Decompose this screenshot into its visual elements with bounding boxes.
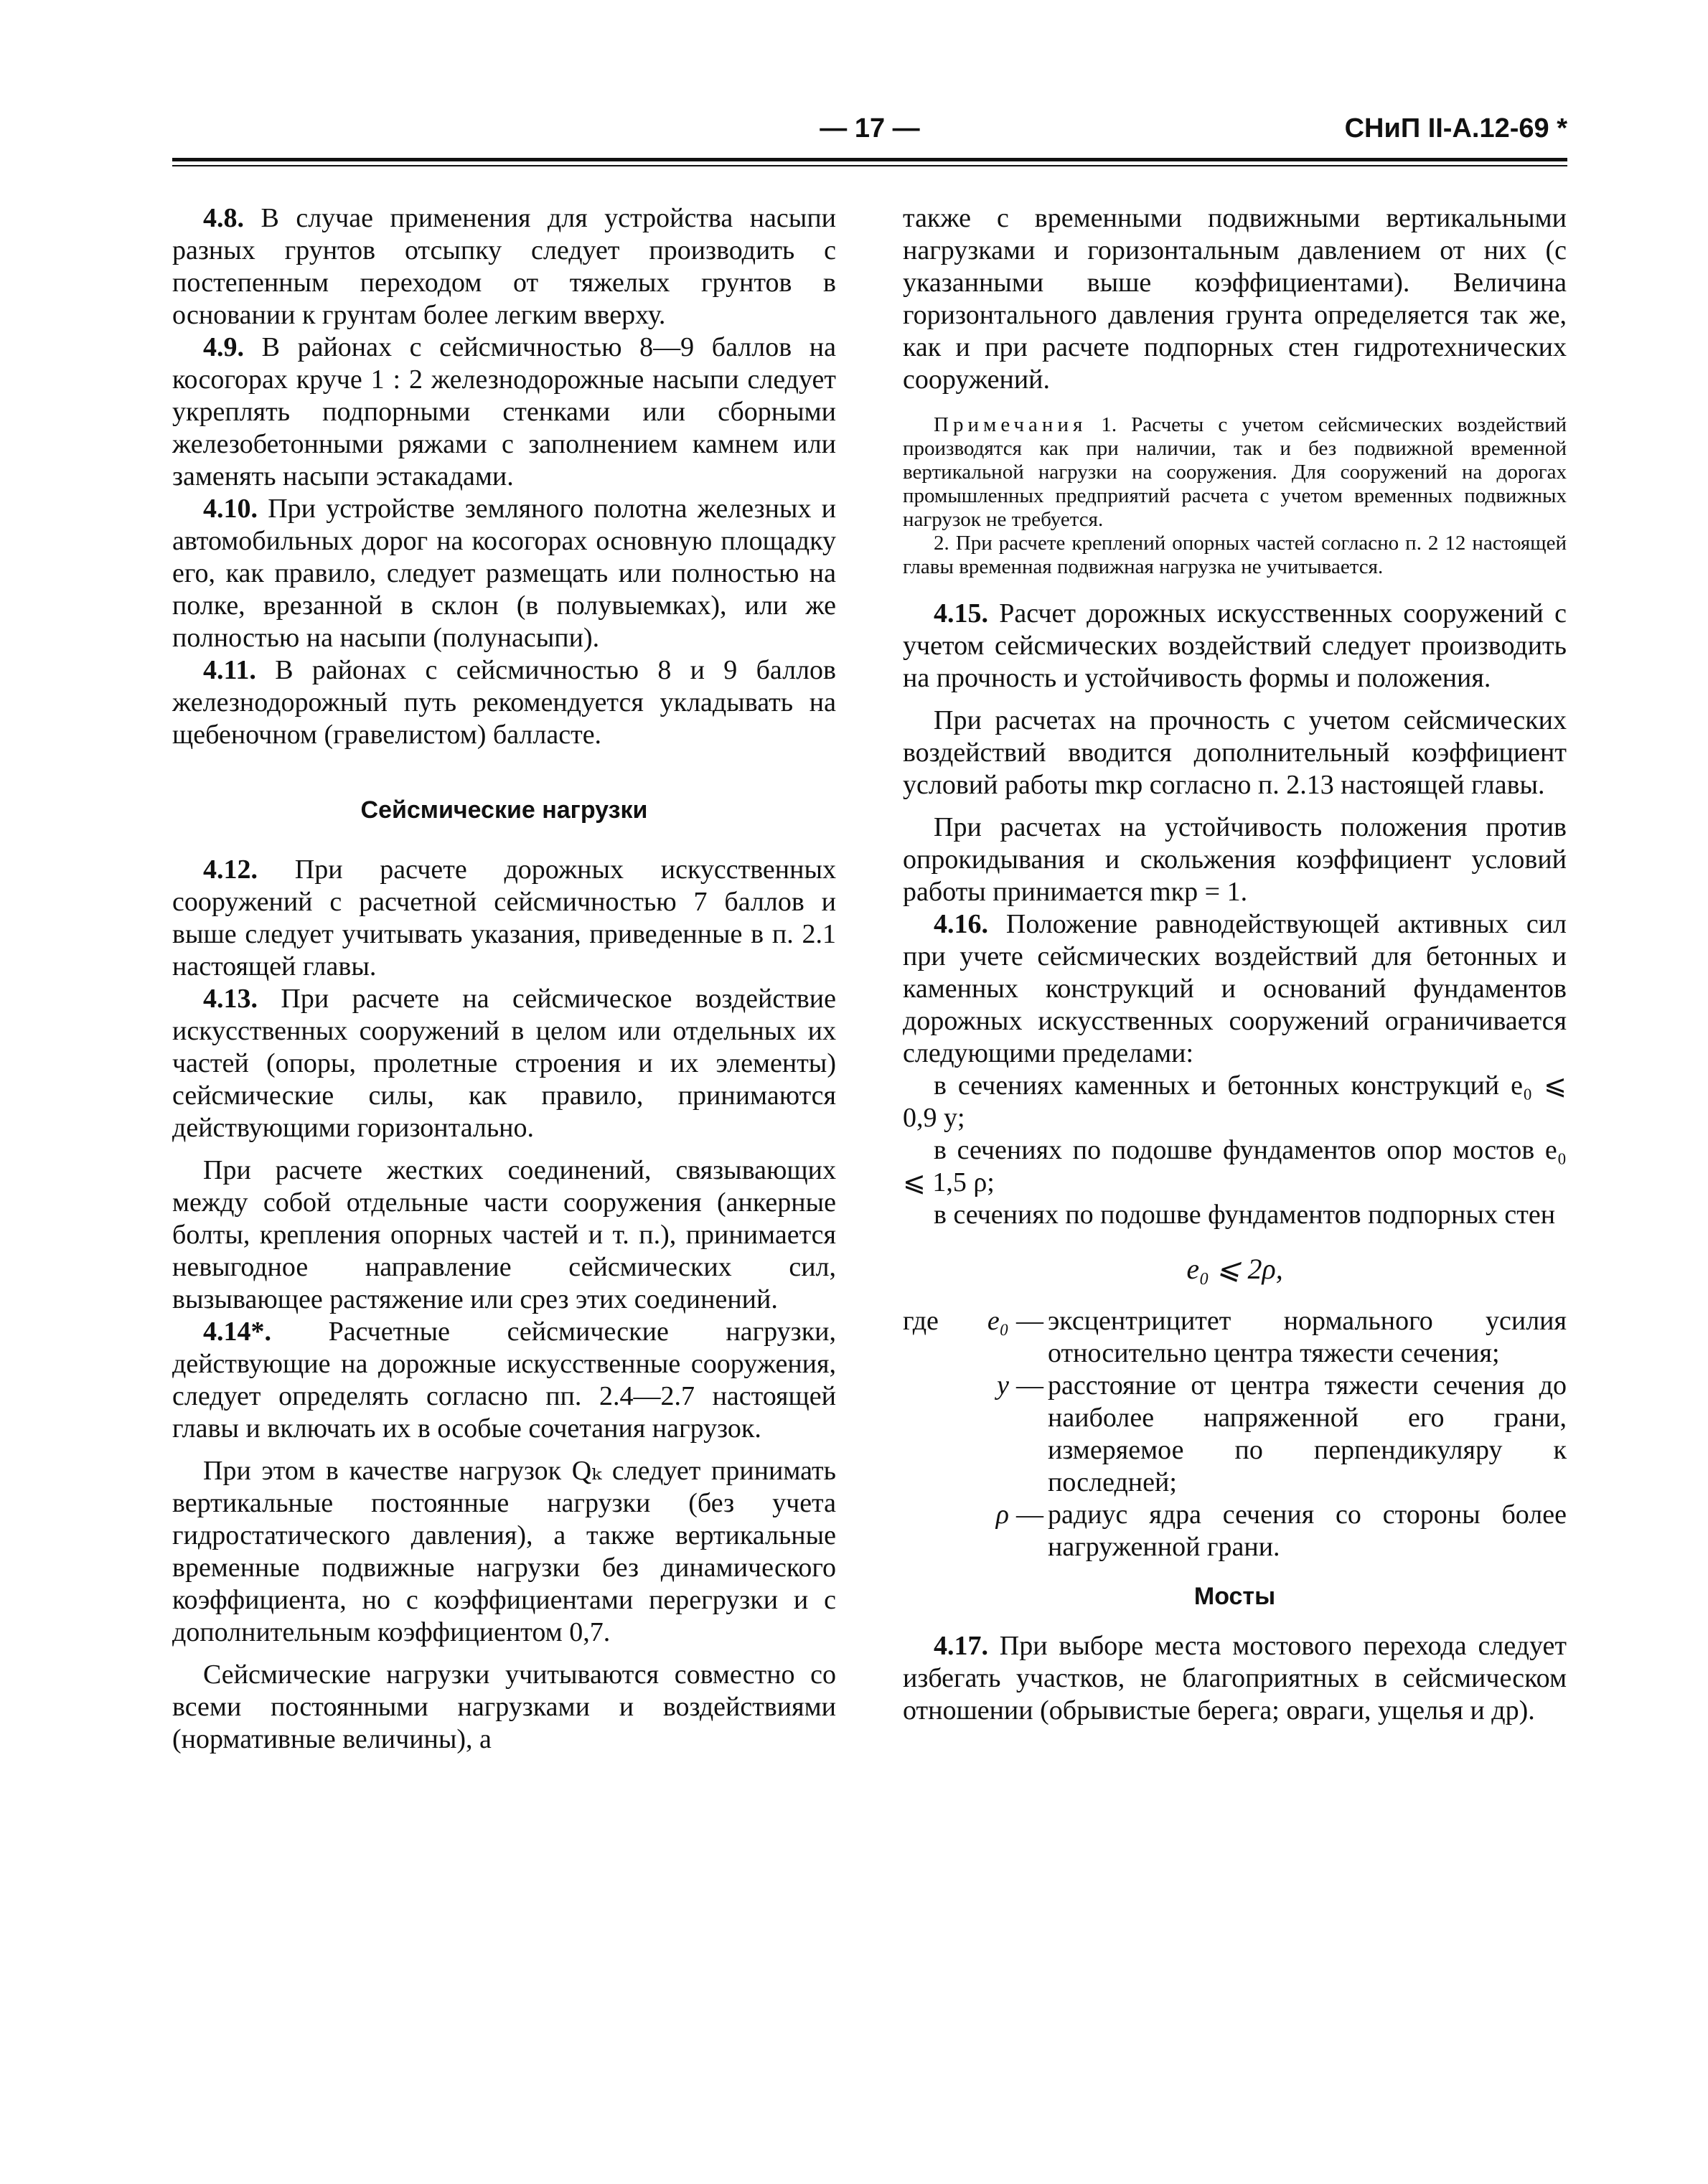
clause-number: 4.9. — [203, 332, 244, 362]
where-label: где — [903, 1306, 939, 1336]
paragraph-4-14-loads-q: При этом в качестве нагрузок Qₖ следует принимать вертикальные постоянные нагрузки (без учета гидростатического давления), а также вертикальные временные подвижные нагрузки без динамического коэффициента, но с коэффициентами перегрузки и с дополнительным коэффициентом 0,7. — [172, 1456, 836, 1647]
clause-text: Расчетные сейсмические нагрузки, действующие на дорожные искусственные сооружения, следует определять согласно пп. 2.4—2.7 настоящей главы и включать их в особые сочетания нагрузок. — [172, 1317, 836, 1444]
paragraph-4-12 — [172, 854, 836, 983]
clause-text: При выборе места мостового перехода следует избегать участков, не благоприятных в сейсмическом отношении (обрывистые берега; овраги, ущелья и др). — [903, 1631, 1567, 1726]
paragraph-4-14 — [172, 1316, 836, 1445]
paragraph-4-16 — [903, 908, 1567, 1070]
notes-label: Примечания — [934, 413, 1087, 436]
spacer — [172, 1144, 836, 1154]
definition-dash: — — [1016, 1500, 1043, 1530]
spacer — [172, 1649, 836, 1659]
definition-row — [903, 1370, 1567, 1499]
definition-symbol: e₀ — [987, 1306, 1009, 1336]
clause-number: 4.16. — [934, 909, 988, 939]
paragraph-4-13 — [172, 983, 836, 1144]
paragraph-4-9 — [172, 331, 836, 493]
clause-text: Положение равнодействующей активных сил при учете сейсмических воздействий для бетонных и каменных конструкций и оснований фундаментов дорожных искусственных сооружений ограничивается следующими пределами: — [903, 909, 1567, 1068]
paragraph-4-11 — [172, 654, 836, 751]
page-header — [172, 113, 1567, 164]
clause-text: В случае применения для устройства насыпи разных грунтов отсыпку следует производить с постепенным переходом от тяжелых грунтов в основании к грунтам более легким вверху. — [172, 203, 836, 330]
paragraph-4-16-masonry: в сечениях каменных и бетонных конструкций e₀ ⩽ 0,9 y; — [903, 1070, 1567, 1133]
paragraph-continuation: также с временными подвижными вертикальными нагрузками и горизонтальным давлением от них (с указанными выше коэффициентами). Величина горизонтального давления грунта определяется так же, как и при расчете подпорных стен гидротехнических сооружений. — [903, 203, 1567, 395]
header-rule — [172, 158, 1567, 161]
paragraph-4-15-strength: При расчетах на прочность с учетом сейсмических воздействий вводится дополнительный коэффициент условий работы mкр согласно п. 2.13 настоящей главы. — [903, 705, 1567, 800]
clause-number: 4.12. — [203, 855, 258, 885]
paragraph-4-14-combined: Сейсмические нагрузки учитываются совместно со всеми постоянными нагрузками и воздействиями (нормативные величины), а — [172, 1660, 836, 1754]
clause-number: 4.17. — [934, 1631, 988, 1661]
variable-definitions — [903, 1305, 1567, 1563]
note-1-text: 1. Расчеты с учетом сейсмических воздействий производятся как при наличии, так и без подвижной временной вертикальной нагрузки на сооружения. Для сооружений на дорогах промышленных предприятий расчета с учетом временных подвижных нагрузок не требуется. — [903, 413, 1567, 531]
left-column — [172, 202, 836, 1756]
note-1 — [903, 413, 1567, 532]
paragraph-4-8 — [172, 202, 836, 331]
clause-text: В районах с сейсмичностью 8 и 9 баллов железнодорожный путь рекомендуется укладывать на щебеночном (гравелистом) балласте. — [172, 655, 836, 750]
spacer — [903, 695, 1567, 705]
clause-text: При устройстве земляного полотна железных и автомобильных дорог на косогорах основную площадку его, как правило, следует размещать или полностью на полке, врезанной в склон (в полувыемках), или же полностью на насыпи (полунасыпи). — [172, 494, 836, 653]
clause-text: В районах с сейсмичностью 8—9 баллов на косогорах круче 1 : 2 железнодорожные насыпи следует укреплять подпорными стенками или сборными железобетонными ряжами с заполнением камнем или заменять насыпи эстакадами. — [172, 332, 836, 491]
paragraph-4-15 — [903, 598, 1567, 695]
definition-text: расстояние от центра тяжести сечения до наиболее напряженной его грани, измеряемое по перпендикуляру к последней; — [1048, 1370, 1567, 1497]
clause-number: 4.13. — [203, 984, 258, 1014]
paragraph-4-13-rigid-joints: При расчете жестких соединений, связывающих между собой отдельные части сооружения (анкерные болты, крепления опорных частей и т. п.), принимается невыгодное направление сейсмических сил, вызывающее растяжение или срез этих соединений. — [172, 1155, 836, 1314]
definition-symbol: y — [997, 1370, 1009, 1401]
note-2: 2. При расчете креплений опорных частей согласно п. 2 12 настоящей главы временная подвижная нагрузка не учитывается. — [903, 532, 1567, 578]
paragraph-4-15-stability: При расчетах на устойчивость положения против опрокидывания и скольжения коэффициент условий работы принимается mкр = 1. — [903, 812, 1567, 907]
clause-number: 4.11. — [203, 655, 256, 685]
definition-dash: — — [1016, 1370, 1043, 1401]
section-heading-seismic-loads: Сейсмические нагрузки — [360, 796, 648, 824]
spacer — [172, 1445, 836, 1455]
spacer — [903, 801, 1567, 811]
definition-dash: — — [1016, 1306, 1043, 1336]
paragraph-4-16-bridge-supports: в сечениях по подошве фундаментов опор мостов e₀ ⩽ 1,5 ρ; — [903, 1135, 1567, 1197]
formula: e₀ ⩽ 2ρ, — [1186, 1253, 1283, 1285]
page-number: — 17 — — [820, 113, 920, 143]
clause-number: 4.10. — [203, 494, 258, 524]
clause-text: Расчет дорожных искусственных сооружений с учетом сейсмических воздействий следует производить на прочность и устойчивость формы и положения. — [903, 598, 1567, 693]
paragraph-4-17 — [903, 1630, 1567, 1727]
definition-text: эксцентрицитет нормального усилия относительно центра тяжести сечения; — [1048, 1306, 1567, 1368]
clause-number: 4.14*. — [203, 1317, 271, 1347]
paragraph-4-16-retaining-walls: в сечениях по подошве фундаментов подпорных стен — [934, 1200, 1556, 1230]
right-column — [903, 202, 1567, 1727]
definition-row — [903, 1499, 1567, 1563]
clause-text: При расчете дорожных искусственных сооружений с расчетной сейсмичностью 7 баллов и выше следует учитывать указания, приведенные в п. 2.1 настоящей главы. — [172, 855, 836, 982]
header-rule-thin — [172, 165, 1567, 166]
paragraph-4-10 — [172, 493, 836, 654]
clause-number: 4.8. — [203, 203, 244, 233]
clause-text: При расчете на сейсмическое воздействие искусственных сооружений в целом или отдельных их частей (опоры, пролетные строения и их элементы) сейсмические силы, как правило, принимаются действующими горизонтально. — [172, 984, 836, 1143]
notes-block — [903, 413, 1567, 579]
section-heading-bridges: Мосты — [1193, 1583, 1276, 1610]
definition-symbol: ρ — [995, 1500, 1009, 1530]
definition-row — [903, 1305, 1567, 1370]
definition-text: радиус ядра сечения со стороны более нагруженной грани. — [1048, 1500, 1567, 1562]
document-code: СНиП II-А.12-69 * — [1344, 113, 1567, 143]
clause-number: 4.15. — [934, 598, 988, 629]
